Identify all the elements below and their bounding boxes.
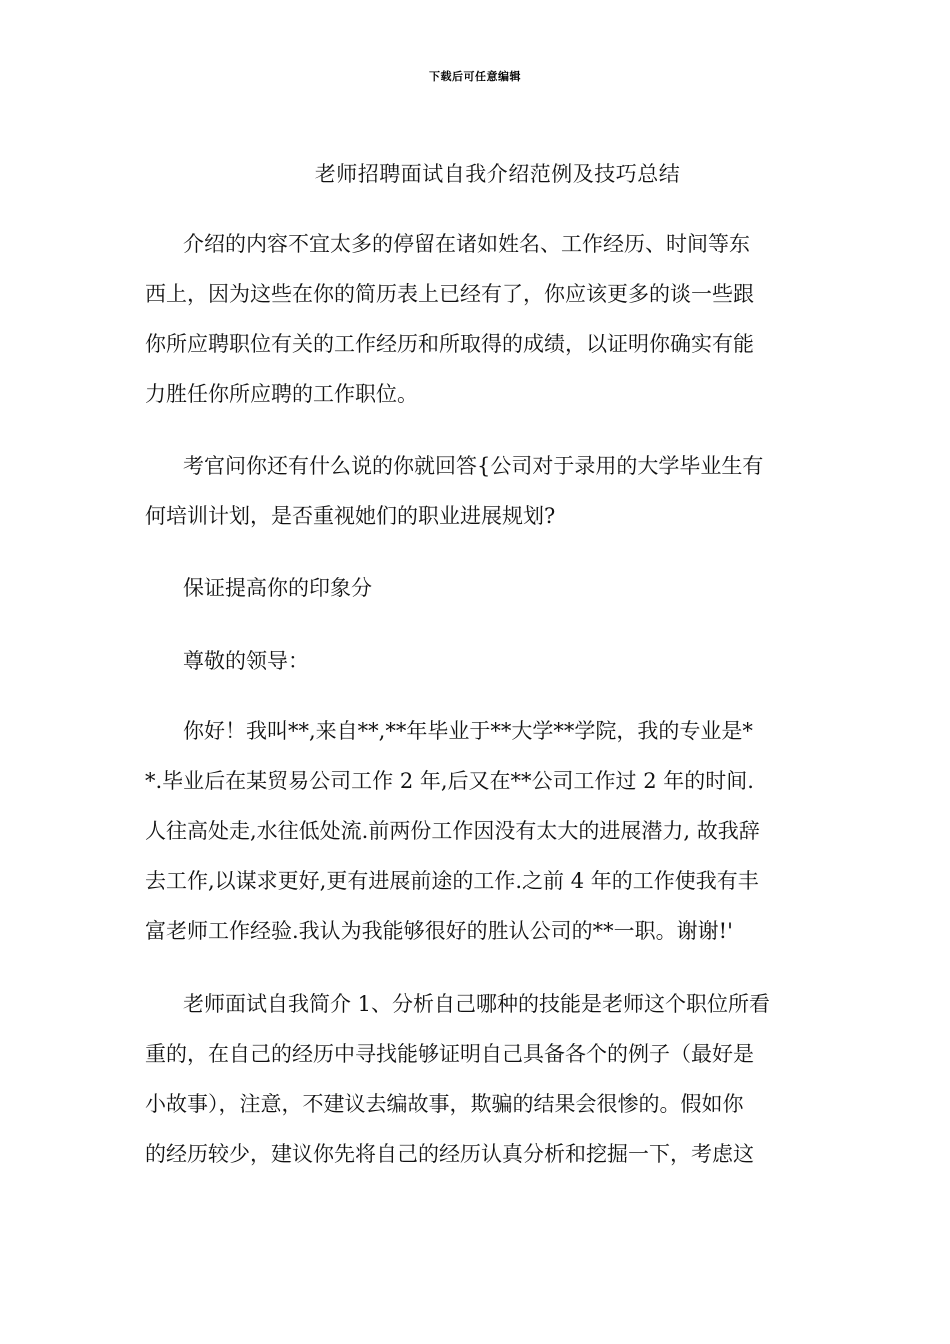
paragraph-line: 你好！我叫**,来自**,**年毕业于**大学**学院，我的专业是* bbox=[183, 719, 753, 743]
document-title: 老师招聘面试自我介绍范例及技巧总结 bbox=[314, 162, 681, 186]
paragraph-line: 的经历较少，建议你先将自己的经历认真分析和挖掘一下，考虑这 bbox=[145, 1142, 754, 1166]
paragraph-line: 介绍的内容不宜太多的停留在诸如姓名、工作经历、时间等东 bbox=[183, 232, 750, 256]
paragraph-line: 你所应聘职位有关的工作经历和所取得的成绩，以证明你确实有能 bbox=[145, 332, 754, 356]
paragraph-line: 富老师工作经验.我认为我能够很好的胜认公司的**一职。谢谢!' bbox=[145, 919, 733, 943]
paragraph-line: 考官问你还有什么说的你就回答{公司对于录用的大学毕业生有 bbox=[183, 454, 764, 478]
paragraph-line: 重的，在自己的经历中寻找能够证明自己具备各个的例子（最好是 bbox=[145, 1042, 754, 1066]
paragraph-line: 力胜任你所应聘的工作职位。 bbox=[145, 382, 418, 406]
paragraph-line: *.毕业后在某贸易公司工作 2 年,后又在**公司工作过 2 年的时间. bbox=[145, 769, 754, 793]
page-header: 下载后可任意编辑 bbox=[429, 70, 521, 83]
paragraph-self-intro bbox=[145, 706, 815, 956]
paragraph-question bbox=[145, 441, 815, 541]
paragraph-line: 小故事），注意，不建议去编故事，欺骗的结果会很惨的。假如你 bbox=[145, 1092, 744, 1116]
paragraph-line: 尊敬的领导： bbox=[183, 649, 309, 673]
paragraph-heading-impression bbox=[145, 563, 815, 613]
paragraph-line: 去工作,以谋求更好,更有进展前途的工作.之前 4 年的工作使我有丰 bbox=[145, 869, 759, 893]
paragraph-intro bbox=[145, 219, 815, 419]
paragraph-line: 何培训计划，是否重视她们的职业进展规划? bbox=[145, 504, 556, 528]
paragraph-line: 西上，因为这些在你的简历表上已经有了，你应该更多的谈一些跟 bbox=[145, 282, 754, 306]
paragraph-line: 老师面试自我简介 1、分析自己哪种的技能是老师这个职位所看 bbox=[183, 992, 771, 1016]
paragraph-salutation bbox=[145, 636, 815, 686]
paragraph-tips bbox=[145, 979, 815, 1179]
paragraph-line: 人往高处走,水往低处流.前两份工作因没有太大的进展潜力, 故我辞 bbox=[145, 819, 760, 843]
paragraph-line: 保证提高你的印象分 bbox=[183, 576, 372, 600]
